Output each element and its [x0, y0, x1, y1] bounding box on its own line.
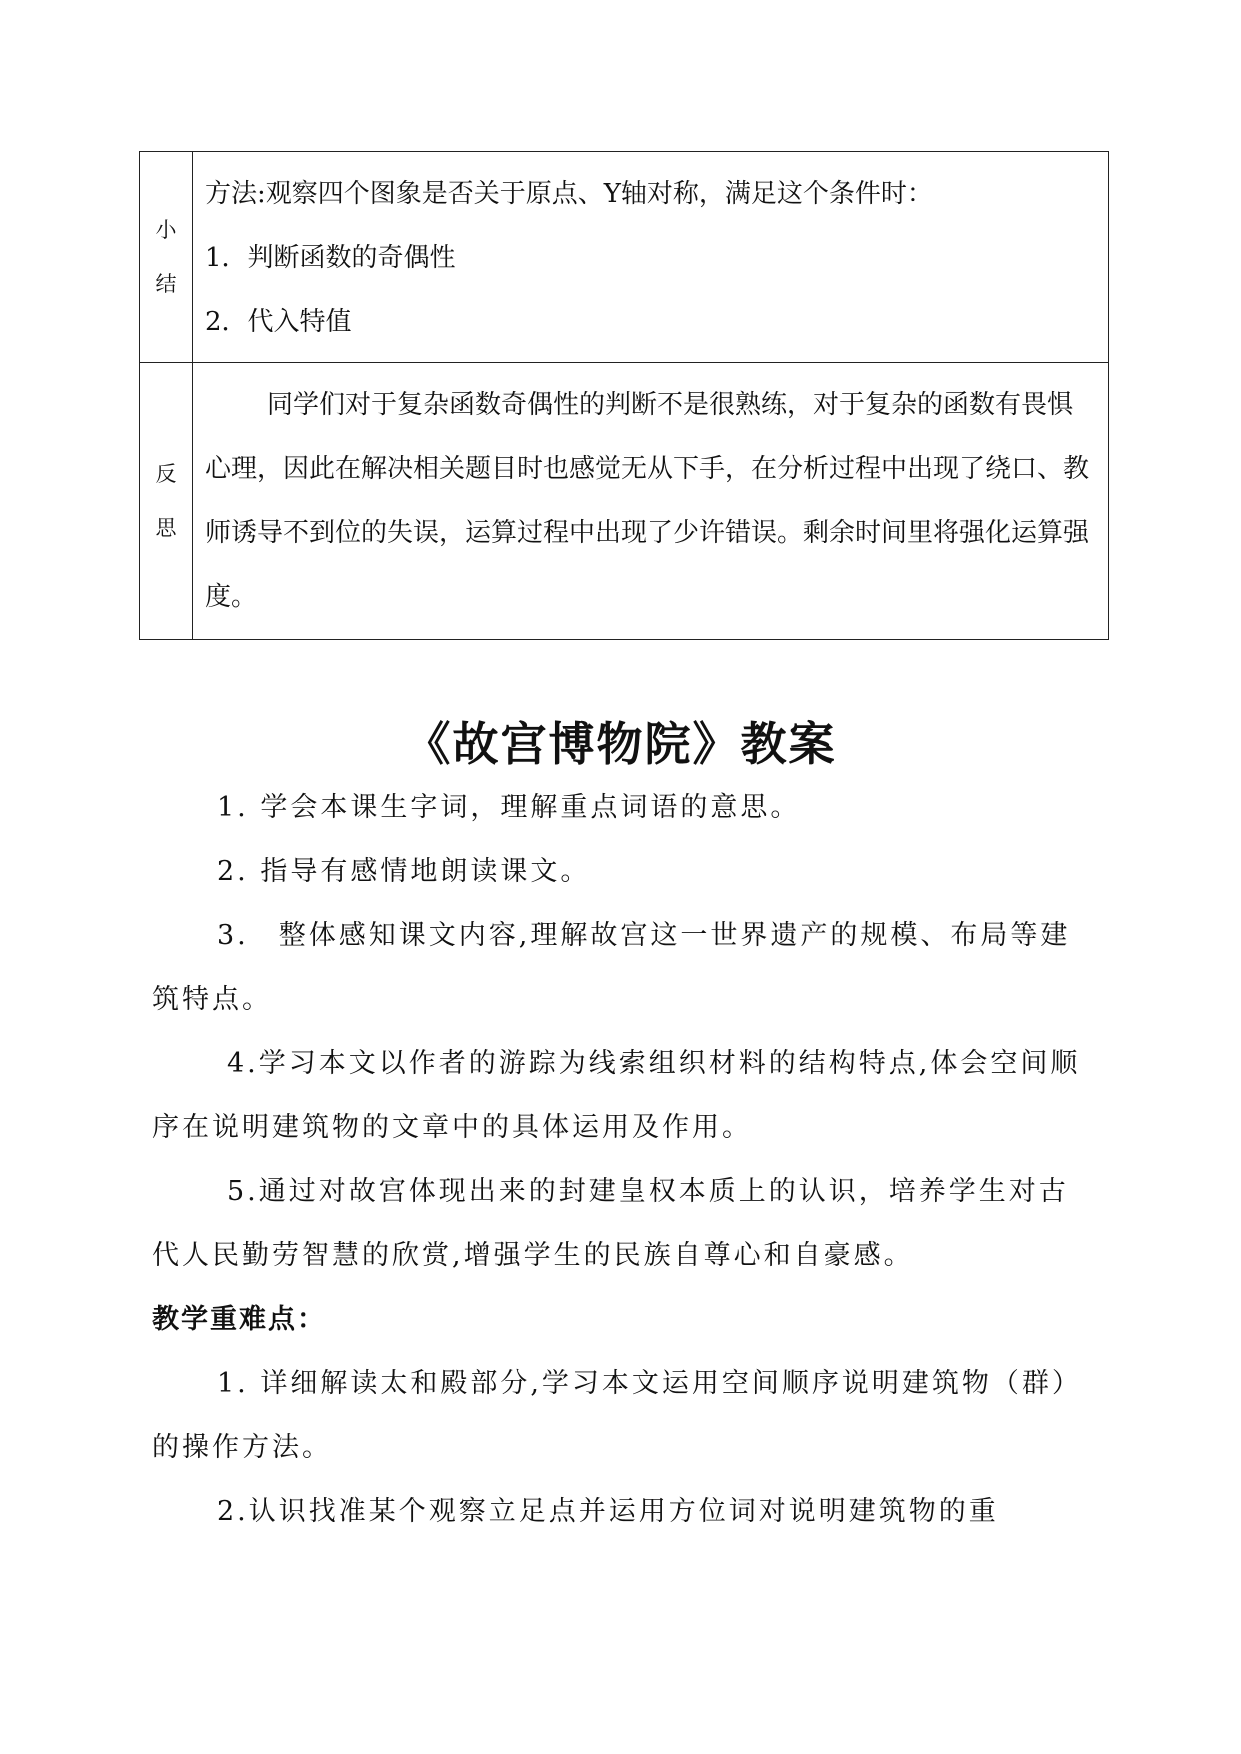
- key-point-item: 2.认识找准某个观察立足点并运用方位词对说明建筑物的重: [217, 1496, 999, 1527]
- summary-line: 1．判断函数的奇偶性: [205, 243, 456, 273]
- reflection-paragraph: 同学们对于复杂函数奇偶性的判断不是很熟练，对于复杂的函数有畏惧心理，因此在解决相关题目时也感觉无从下手，在分析过程中出现了绕口、教师诱导不到位的失误，运算过程中出现了少许错误。剩余时间里将强化运算强度。: [205, 390, 1090, 612]
- lesson-title: 《故宫博物院》教案: [404, 717, 837, 771]
- objective-item: 1. 学会本课生字词，理解重点词语的意思。: [217, 792, 801, 823]
- objective-item: 3. 整体感知课文内容,理解故宫这一世界遗产的规模、布局等建筑特点。: [152, 920, 1071, 1015]
- key-points-heading: 教学重难点：: [152, 1304, 326, 1335]
- row-label-char: 反: [155, 462, 177, 486]
- summary-content: [193, 152, 1109, 363]
- row-label-char: 结: [155, 272, 177, 296]
- summary-line: 方法:观察四个图象是否关于原点、Y轴对称，满足这个条件时：: [205, 179, 933, 209]
- objective-item: 4.学习本文以作者的游踪为线索组织材料的结构特点,体会空间顺序在说明建筑物的文章中的具体运用及作用。: [152, 1048, 1081, 1143]
- summary-line: 2．代入特值: [205, 307, 352, 337]
- reflection-content: [193, 363, 1109, 640]
- table-row-summary: [140, 152, 1109, 363]
- table-row-reflection: [140, 363, 1109, 640]
- row-label-reflection: [140, 363, 193, 640]
- lesson-body: [152, 776, 1097, 1544]
- row-label-summary: [140, 152, 193, 363]
- row-label-char: 小: [155, 218, 177, 242]
- reflection-table: [139, 151, 1109, 640]
- objective-item: 2. 指导有感情地朗读课文。: [217, 856, 591, 887]
- row-label-char: 思: [155, 516, 177, 540]
- key-point-item: 1. 详细解读太和殿部分,学习本文运用空间顺序说明建筑物（群）的操作方法。: [152, 1368, 1082, 1463]
- objective-item: 5.通过对故宫体现出来的封建皇权本质上的认识，培养学生对古代人民勤劳智慧的欣赏,增强学生的民族自尊心和自豪感。: [152, 1176, 1069, 1271]
